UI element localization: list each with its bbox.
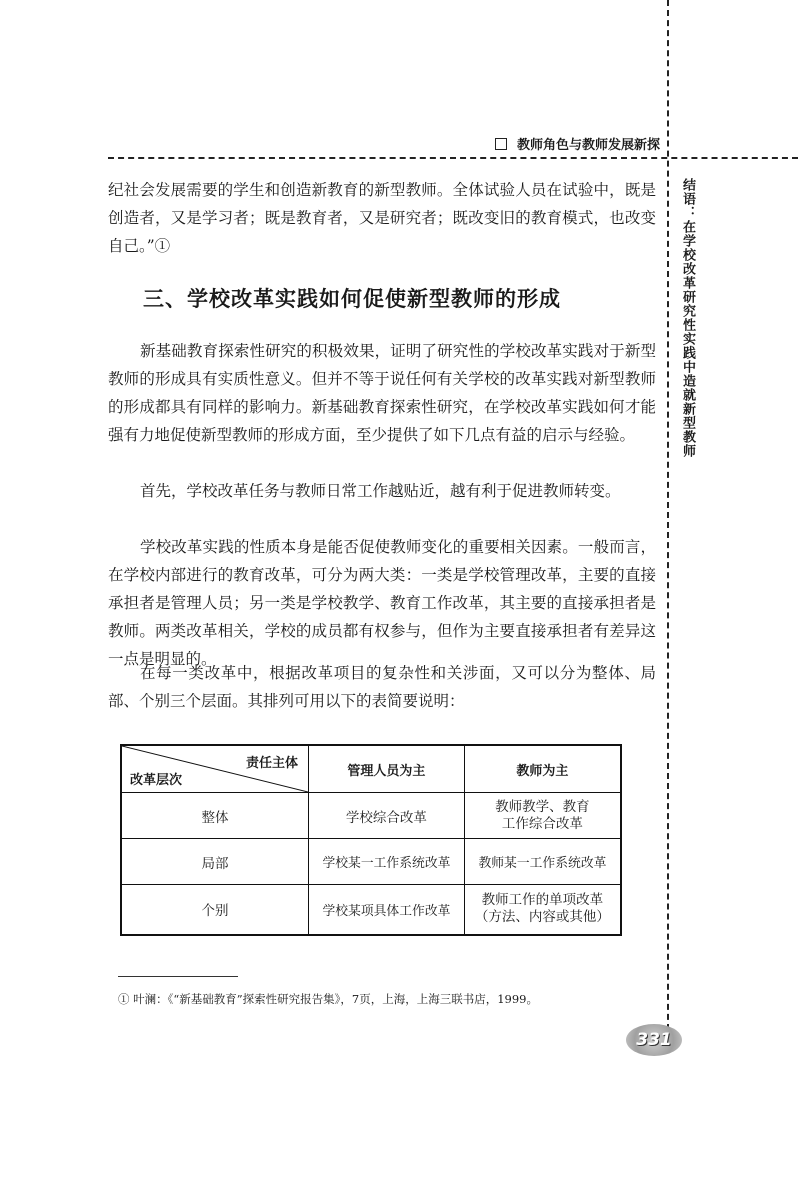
footnote-rule	[118, 976, 238, 977]
header-dashed-rule	[108, 157, 798, 159]
header-admin: 管理人员为主	[309, 745, 465, 793]
section-heading: 三、学校改革实践如何促使新型教师的形成	[143, 287, 561, 311]
row-level: 整体	[121, 793, 309, 839]
table-row	[121, 793, 621, 839]
corner-top-label: 责任主体	[245, 756, 298, 771]
table-row	[121, 885, 621, 935]
row-admin: 学校某项具体工作改革	[309, 885, 465, 935]
paragraph-3: 学校改革实践的性质本身是能否促使教师变化的重要相关因素。一般而言，在学校内部进行的教育改革，可分为两大类：一类是学校管理改革，主要的直接承担者是管理人员；另一类是学校教学、教育工作改革，其主要的直接承担者是教师。两类改革相关，学校的成员都有权参与，但作为主要直接承担者有差异这一点是明显的。	[108, 538, 656, 668]
corner-bottom-label: 改革层次	[130, 773, 183, 788]
paragraph-quote-end: 纪社会发展需要的学生和创造新教育的新型教师。全体试验人员在试验中，既是创造者，又是学习者；既是教育者，又是研究者；既改变旧的教育模式，也改变自己。”①	[108, 181, 656, 255]
paragraph-1: 新基础教育探索性研究的积极效果，证明了研究性的学校改革实践对于新型教师的形成具有实质性意义。但并不等于说任何有关学校的改革实践对新型教师的形成都具有同样的影响力。新基础教育探索性研究，在学校改革实践如何才能强有力地促使新型教师的形成方面，至少提供了如下几点有益的启示与经验。	[108, 342, 656, 444]
running-header	[495, 134, 660, 153]
footnote: ① 叶澜：《“新基础教育”探索性研究报告集》，7页，上海，上海三联书店，1999。	[118, 992, 538, 1006]
row-admin: 学校某一工作系统改革	[309, 839, 465, 885]
side-chapter-title: 结语：在学校改革研究性实践中造就新型教师	[680, 178, 695, 458]
paragraph-2: 首先，学校改革任务与教师日常工作越贴近，越有利于促进教师转变。	[140, 482, 621, 500]
paragraph-4: 在每一类改革中，根据改革项目的复杂性和关涉面，又可以分为整体、局部、个别三个层面。其排列可用以下的表简要说明：	[108, 664, 656, 710]
row-admin: 学校综合改革	[309, 793, 465, 839]
row-level: 局部	[121, 839, 309, 885]
row-teacher: 教师某一工作系统改革	[464, 839, 621, 885]
margin-dashed-vertical	[667, 0, 669, 1040]
reform-levels-table	[120, 744, 622, 936]
header-teacher: 教师为主	[464, 745, 621, 793]
row-level: 个别	[121, 885, 309, 935]
square-icon	[495, 138, 507, 150]
row-teacher: 教师教学、教育 工作综合改革	[464, 793, 621, 839]
table-corner-cell	[121, 745, 309, 793]
table-row	[121, 839, 621, 885]
row-teacher: 教师工作的单项改革 （方法、内容或其他）	[464, 885, 621, 935]
page-number: 331	[626, 1024, 682, 1056]
table-header-row	[121, 745, 621, 793]
header-title: 教师角色与教师发展新探	[516, 138, 660, 153]
